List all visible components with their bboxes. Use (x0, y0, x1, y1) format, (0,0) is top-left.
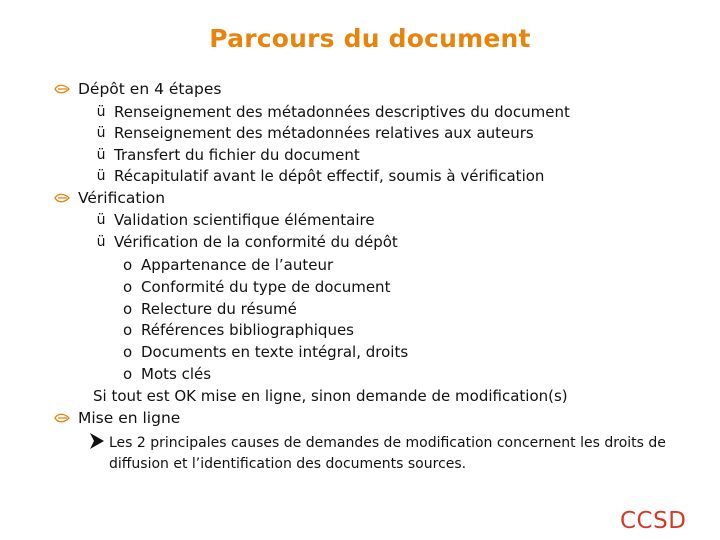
sub-item-text: Relecture du résumé (141, 300, 297, 318)
sub-item (123, 277, 390, 297)
check-icon: ü (96, 168, 106, 184)
check-icon: ü (96, 147, 106, 163)
check-item (94, 145, 360, 165)
leaf-bullet-icon (54, 193, 70, 203)
circle-bullet-icon: o (123, 300, 133, 318)
section-item-depot (54, 79, 221, 99)
check-item (94, 210, 375, 230)
check-icon: ü (96, 104, 106, 120)
check-item-text: Renseignement des métadonnées relatives aux auteurs (114, 124, 534, 142)
check-item (94, 102, 570, 122)
arrow-item (88, 433, 666, 453)
check-item-text: Transfert du fichier du document (114, 146, 360, 164)
circle-bullet-icon: o (123, 365, 133, 383)
sub-item (123, 299, 297, 319)
check-item (94, 166, 544, 186)
check-icon: ü (96, 234, 106, 250)
check-item-text: Renseignement des métadonnées descriptives du document (114, 103, 570, 121)
verification-note: Si tout est OK mise en ligne, sinon demande de modification(s) (93, 387, 568, 405)
slide-title: Parcours du document (209, 24, 531, 53)
section-label: Dépôt en 4 étapes (78, 80, 222, 98)
sub-item-text: Conformité du type de document (141, 278, 391, 296)
section-item-verification (54, 188, 165, 208)
sub-item (123, 342, 408, 362)
check-item-text: Validation scientifique élémentaire (114, 211, 375, 229)
sub-item (123, 255, 333, 275)
sub-item-text: Documents en texte intégral, droits (141, 343, 409, 361)
arrow-item-continuation: diffusion et l’identification des documents sources. (109, 456, 467, 472)
circle-bullet-icon: o (123, 343, 133, 361)
check-icon: ü (96, 125, 106, 141)
leaf-bullet-icon (54, 84, 70, 94)
circle-bullet-icon: o (123, 321, 133, 339)
sub-item-text: Mots clés (141, 365, 212, 383)
section-item-mise-en-ligne (54, 408, 180, 428)
section-label: Mise en ligne (78, 409, 181, 427)
arrow-item-text: Les 2 principales causes de demandes de modification concernent les droits de (109, 435, 666, 451)
check-icon: ü (96, 212, 106, 228)
circle-bullet-icon: o (123, 256, 133, 274)
circle-bullet-icon: o (123, 278, 133, 296)
section-label: Vérification (78, 189, 166, 207)
check-item-text: Récapitulatif avant le dépôt effectif, soumis à vérification (114, 167, 545, 185)
leaf-bullet-icon (54, 413, 70, 423)
ccsd-logo: CCSD (620, 508, 687, 534)
check-item-text: Vérification de la conformité du dépôt (114, 233, 398, 251)
arrow-bullet-icon (88, 432, 106, 450)
sub-item-text: Appartenance de l’auteur (141, 256, 334, 274)
sub-item (123, 320, 354, 340)
check-item (94, 123, 534, 143)
sub-item (123, 364, 211, 384)
sub-item-text: Références bibliographiques (141, 321, 354, 339)
check-item (94, 232, 398, 252)
